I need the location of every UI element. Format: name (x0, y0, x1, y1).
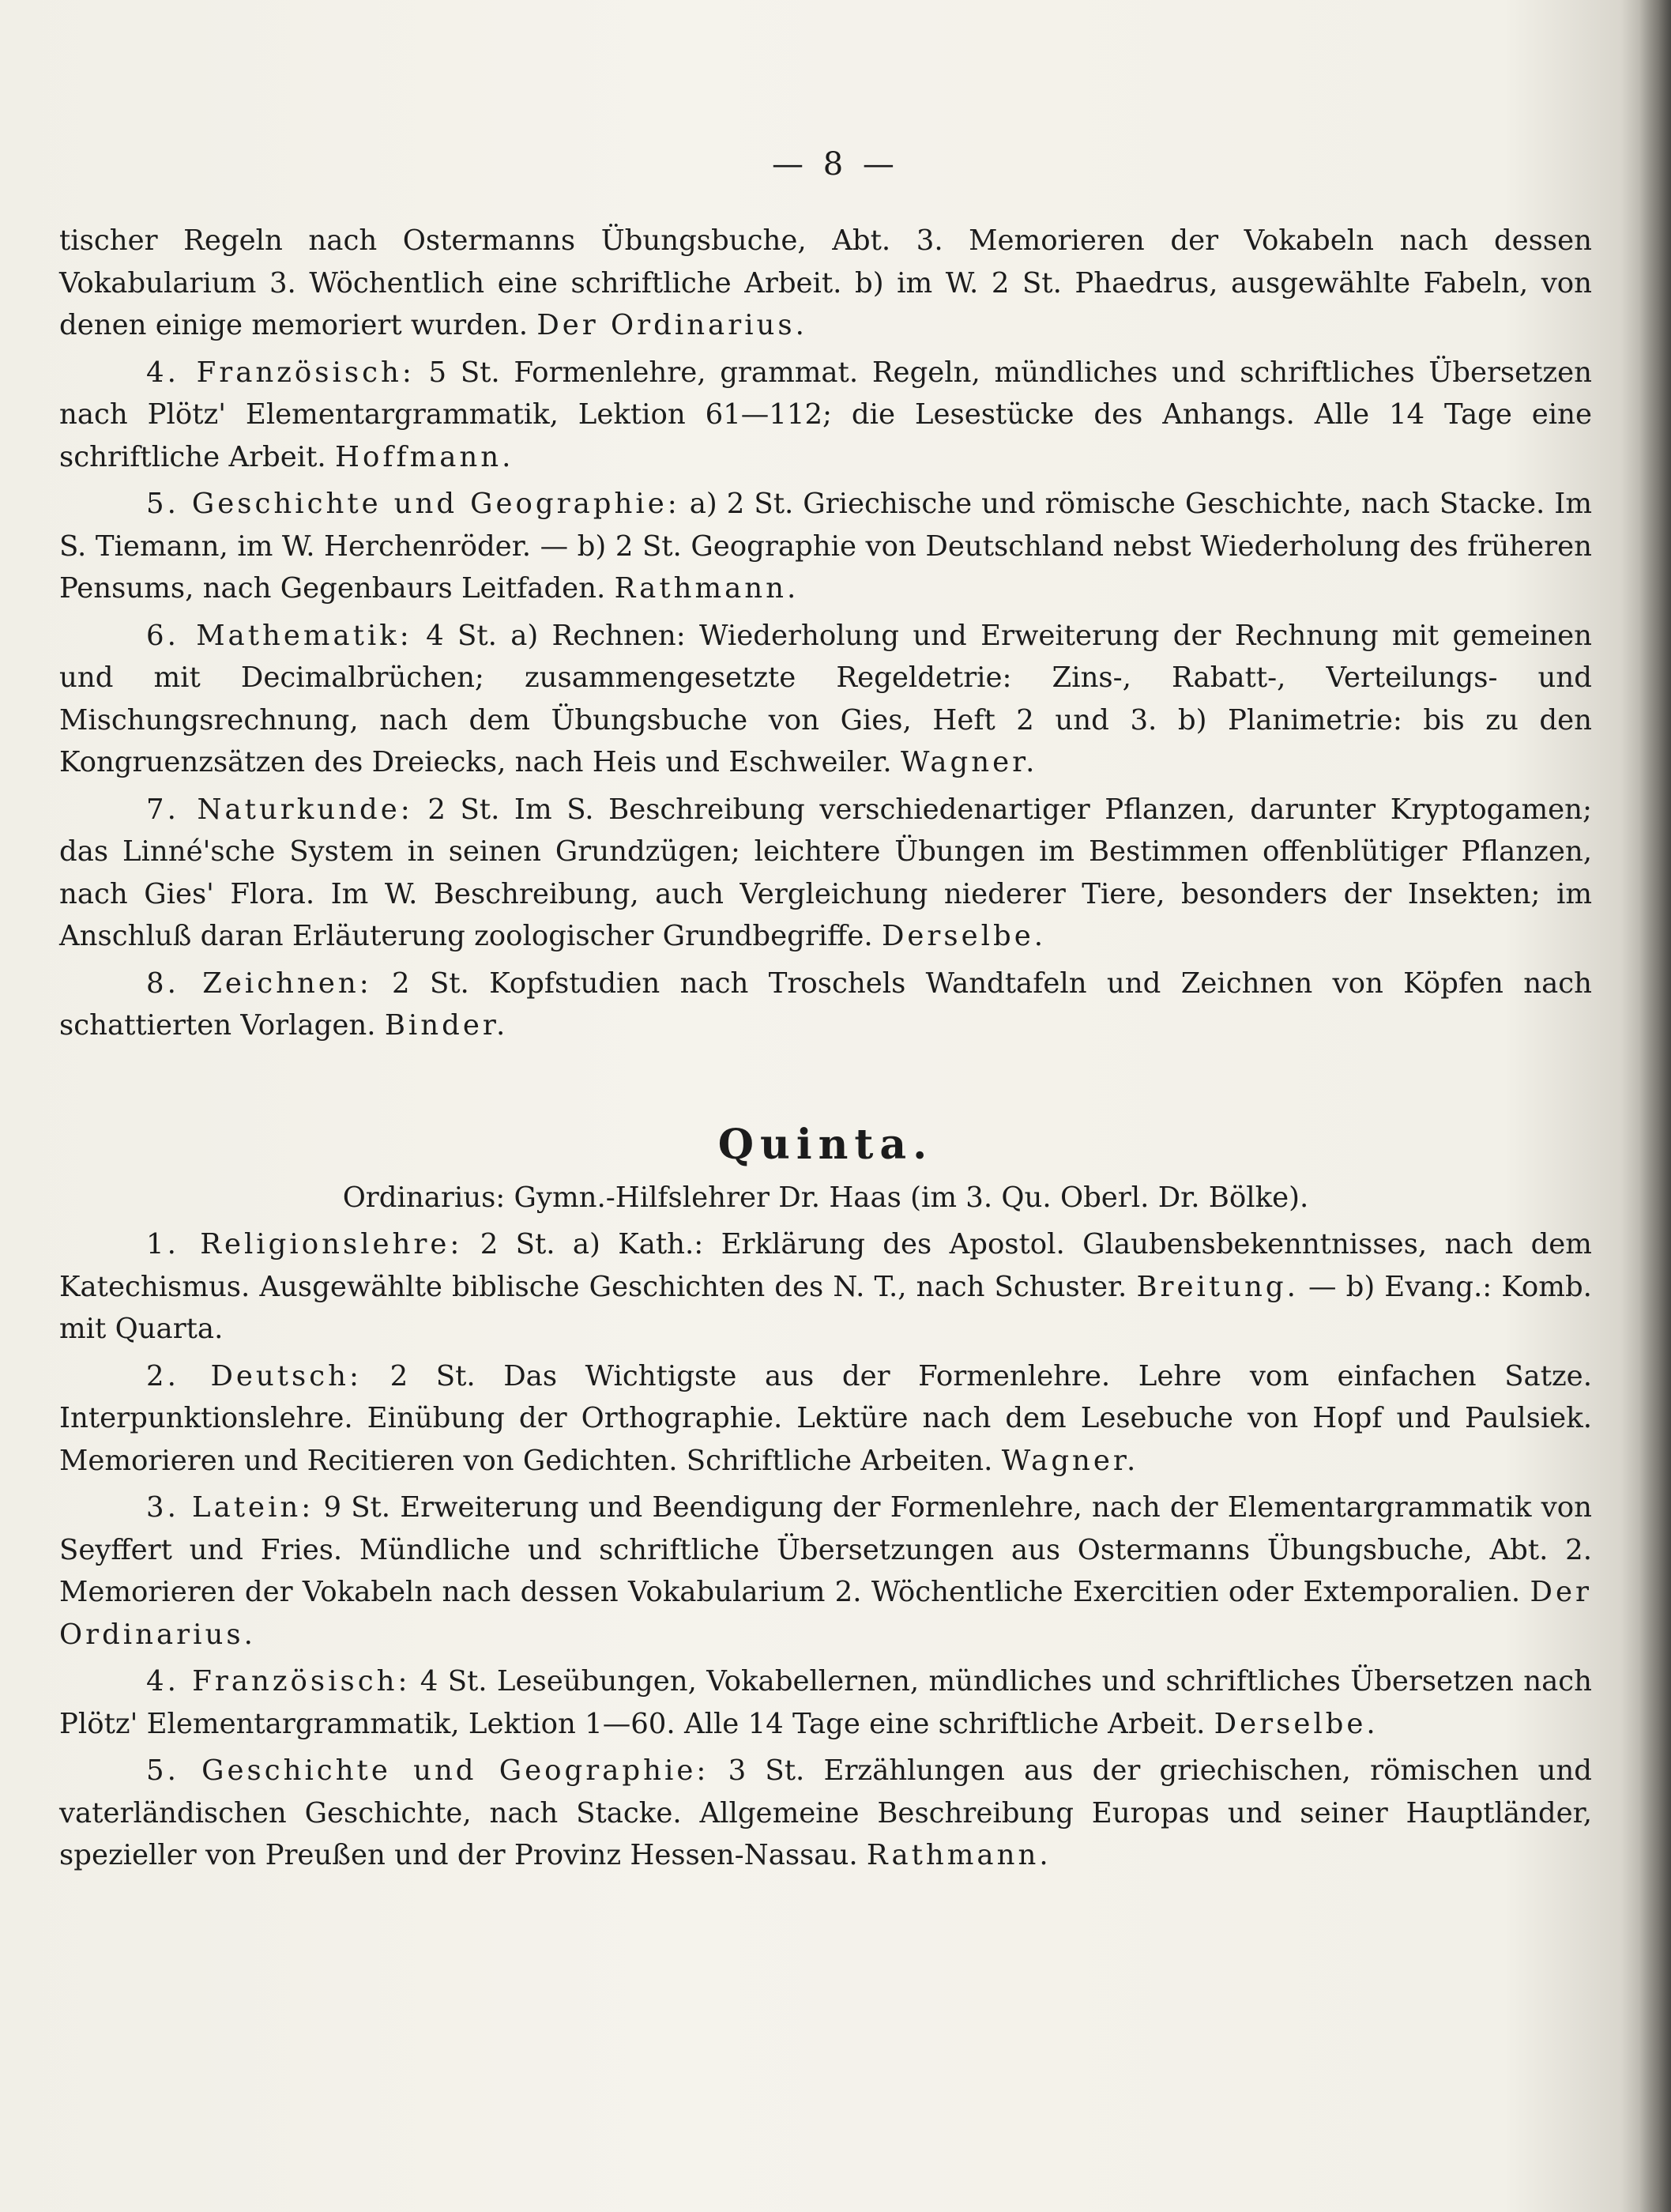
subject-text: 2 St. a) Kath.: Erklärung des Apostol. Glaubensbekenntnisses, nach dem Katechismus. Ausgewählte biblische Geschichten des N. T., nach Schuster. (59, 1228, 1592, 1303)
subject-teacher: Hoffmann. (334, 440, 514, 473)
subject-heading: 6. Mathematik: (146, 619, 412, 652)
subject-text: a) 2 St. Griechische und römische Geschichte, nach Stacke. Im S. Tiemann, im W. Herchenröder. — b) 2 St. Geographie von Deutschland nebst Wiederholung des früheren Pensums, nach Gegenbaurs Leitfaden. (59, 488, 1592, 605)
subject-heading: 7. Naturkunde: (146, 793, 413, 826)
subject-text: 3 St. Erzählungen aus der griechischen, römischen und vaterländischen Geschichte, nach Stacke. Allgemeine Beschreibung Europas und seiner Hauptländer, spezieller von Preußen und der Provinz Hessen-Nassau. (59, 1754, 1592, 1871)
subject-paragraph (59, 789, 1592, 958)
subject-paragraph (59, 1223, 1592, 1351)
continued-teacher: Der Ordinarius. (536, 309, 807, 341)
subject-paragraph (59, 1487, 1592, 1656)
subject-teacher: Binder. (384, 1009, 509, 1042)
subject-paragraph (59, 1750, 1592, 1877)
subject-text: 2 St. Kopfstudien nach Troschels Wandtafeln und Zeichnen von Köpfen nach schattierten Vorlagen. (59, 967, 1592, 1042)
section-heading-quinta: Quinta. (717, 1120, 934, 1169)
subject-teacher: Derselbe. (881, 920, 1046, 952)
subject-teacher: Rathmann. (614, 572, 800, 605)
subject-paragraph (59, 483, 1592, 610)
subject-text: 2 St. Im S. Beschreibung verschiedenartiger Pflanzen, darunter Kryptogamen; das Linné'sche System in seinen Grundzügen; leichtere Übungen im Bestimmen offenblütiger Pflanzen, nach Gies' Flora. Im W. Beschreibung, auch Vergleichung niederer Tiere, besonders der Insekten; im Anschluß daran Erläuterung zoologischer Grundbegriffe. (59, 793, 1592, 952)
subject-tail: — b) Evang.: Komb. mit Quarta. (59, 1270, 1592, 1345)
subject-text: 9 St. Erweiterung und Beendigung der Formenlehre, nach der Elementargrammatik von Seyffert und Fries. Mündliche und schriftliche Übersetzungen aus Ostermanns Übungsbuche, Abt. 2. Memorieren der Vokabeln nach dessen Vokabularium 2. Wöchentliche Exercitien oder Extemporalien. (59, 1491, 1592, 1608)
subject-text: 4 St. a) Rechnen: Wiederholung und Erweiterung der Rechnung mit gemeinen und mit Decimalbrüchen; zusammengesetzte Regeldetrie: Zins-, Rabatt-, Verteilungs- und Mischungsrechnung, nach dem Übungsbuche von Gies, Heft 2 und 3. b) Planimetrie: bis zu den Kongruenzsätzen des Dreiecks, nach Heis und Eschweiler. (59, 619, 1592, 778)
subject-heading: 1. Religionslehre: (146, 1228, 463, 1261)
subject-paragraph (59, 1355, 1592, 1483)
subject-teacher: Rathmann. (866, 1839, 1052, 1871)
subject-heading: 4. Französisch: (146, 356, 415, 389)
subject-teacher: Derselbe. (1214, 1707, 1379, 1740)
subject-teacher: Der Ordinarius. (59, 1576, 1592, 1651)
page-edge-shadow (1639, 0, 1671, 2212)
subject-text: 5 St. Formenlehre, grammat. Regeln, mündliches und schriftliches Übersetzen nach Plötz' Elementargrammatik, Lektion 61—112; die Lesestücke des Anhangs. Alle 14 Tage eine schriftliche Arbeit. (59, 356, 1592, 473)
page-number: — 8 — (772, 146, 899, 183)
subject-teacher: Breitung. (1136, 1270, 1299, 1303)
subject-paragraph (59, 1660, 1592, 1745)
continued-text: tischer Regeln nach Ostermanns Übungsbuche, Abt. 3. Memorieren der Vokabeln nach dessen Vokabularium 3. Wöchentlich eine schriftliche Arbeit. b) im W. 2 St. Phaedrus, ausgewählte Fabeln, von denen einige memoriert wurden. (59, 224, 1592, 341)
subject-heading: 5. Geschichte und Geographie: (146, 488, 680, 520)
continued-paragraph (59, 220, 1592, 347)
subject-teacher: Wagner. (1001, 1444, 1139, 1477)
quinta-ordinarius: Ordinarius: Gymn.-Hilfslehrer Dr. Haas (im 3. Qu. Oberl. Dr. Bölke). (342, 1181, 1309, 1214)
subject-paragraph (59, 352, 1592, 479)
subject-paragraph (59, 963, 1592, 1047)
subject-teacher: Wagner. (900, 746, 1038, 778)
page-body (59, 220, 1592, 1877)
subject-heading: 8. Zeichnen: (146, 967, 372, 1000)
subject-heading: 4. Französisch: (146, 1665, 411, 1698)
subject-paragraph (59, 615, 1592, 784)
subject-heading: 3. Latein: (146, 1491, 314, 1524)
subject-heading: 2. Deutsch: (146, 1359, 362, 1392)
subject-heading: 5. Geschichte und Geographie: (146, 1754, 709, 1787)
subject-text: 2 St. Das Wichtigste aus der Formenlehre. Lehre vom einfachen Satze. Interpunktionslehre. Einübung der Orthographie. Lektüre nach dem Lesebuche von Hopf und Paulsiek. Memorieren und Recitieren von Gedichten. Schriftliche Arbeiten. (59, 1359, 1592, 1477)
subject-text: 4 St. Leseübungen, Vokabellernen, mündliches und schriftliches Übersetzen nach Plötz' Elementargrammatik, Lektion 1—60. Alle 14 Tage eine schriftliche Arbeit. (59, 1665, 1592, 1740)
